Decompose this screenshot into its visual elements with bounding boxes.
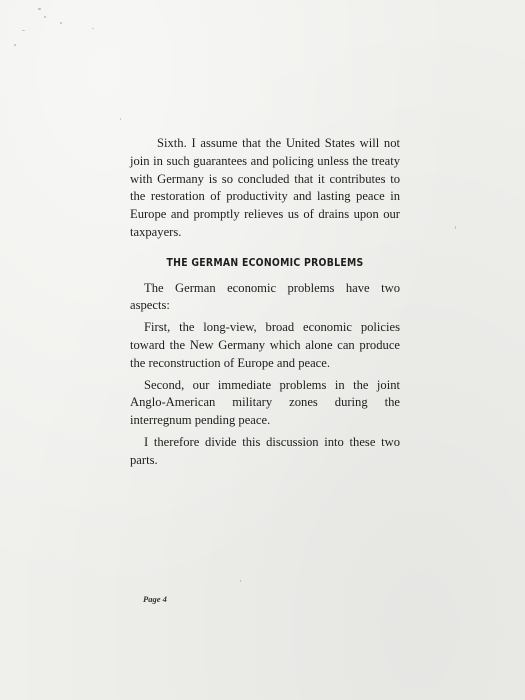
- paragraph: The German economic problems have two aspects:: [130, 280, 400, 313]
- paragraph: I therefore divide this discussion into these two parts.: [130, 434, 400, 467]
- paper-speck: [455, 226, 456, 229]
- paper-speck: [60, 22, 62, 24]
- body-text: [130, 135, 400, 474]
- paragraph: First, the long-view, broad economic policies toward the New Germany which alone can produce the reconstruction of Europe and peace.: [130, 320, 400, 370]
- paragraph-sixth: Sixth. I assume that the United States will not join in such guarantees and policing unless the treaty with Germany is so concluded that it contributes to the restoration of productivity and lasting peace in Europe and promptly relieves us of drains upon our taxpayers.: [130, 136, 400, 239]
- section-heading: THE GERMAN ECONOMIC PROBLEMS: [166, 256, 364, 269]
- paper-speck: [38, 8, 41, 10]
- paragraph: Second, our immediate problems in the joint Anglo-American military zones during the interregnum pending peace.: [130, 377, 400, 428]
- paper-speck: [14, 44, 16, 46]
- paper-speck: [240, 580, 241, 582]
- page-number: Page 4: [143, 594, 167, 604]
- paper-speck: [120, 118, 121, 120]
- paper-speck: [22, 30, 25, 31]
- paper-speck: [44, 16, 46, 18]
- paper-speck: [92, 28, 94, 29]
